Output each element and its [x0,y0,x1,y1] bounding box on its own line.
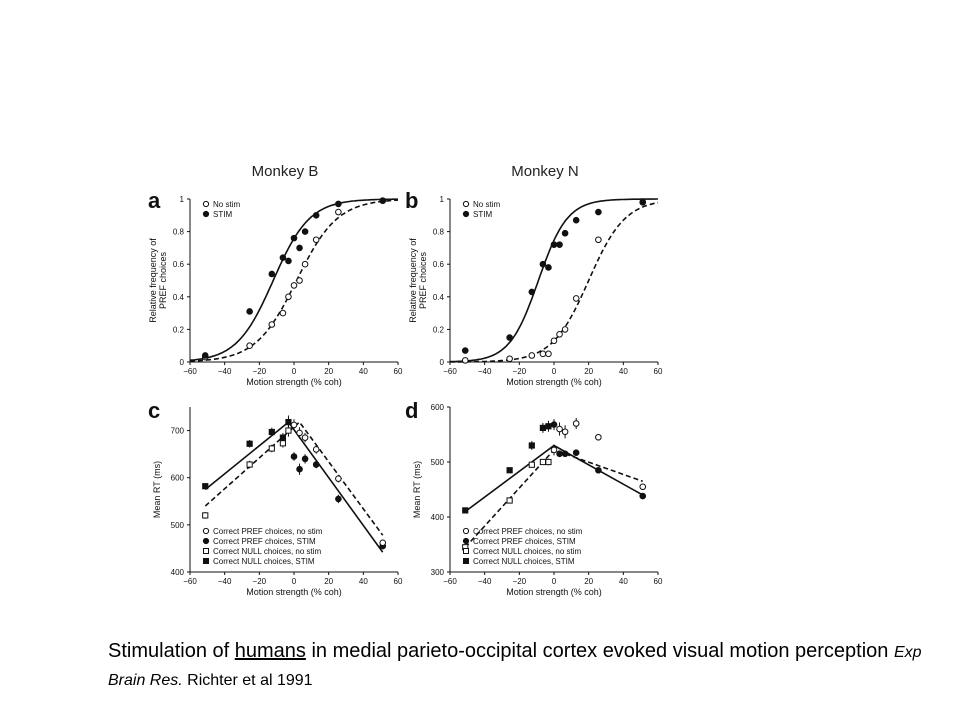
y-tick-label: 0.8 [172,227,184,237]
data-point [380,540,386,546]
data-point [313,462,319,468]
data-point [573,217,579,223]
data-point [380,198,386,204]
data-point [280,441,285,446]
legend-label: Correct NULL choices, no stim [213,547,322,556]
data-point [291,235,297,241]
data-point [562,230,568,236]
data-point [551,242,557,248]
data-point [557,451,563,457]
legend-label: Correct PREF choices, STIM [213,537,316,546]
data-point [529,443,534,448]
data-point [529,289,535,295]
legend [463,527,582,566]
legend-marker [203,538,208,543]
data-point [507,498,512,503]
data-point [286,258,292,264]
data-point [336,496,342,502]
data-point [596,209,602,215]
data-point [551,447,557,453]
panel-a [148,163,403,387]
legend-marker [464,559,469,564]
caption-link-humans[interactable]: humans [234,640,306,662]
y-tick-label: 0.4 [172,292,184,302]
panel-c [148,398,403,597]
legend-marker [203,528,208,533]
data-point [596,467,602,473]
data-point [640,493,646,499]
data-point [302,456,308,462]
caption-text-2: in medial parieto-occipital cortex evoked visual motion perception [305,640,894,662]
y-axis-label: Relative frequency of [148,238,158,323]
legend [203,200,240,219]
y-tick-label: 0.4 [432,292,444,302]
x-tick-label: −40 [477,367,492,376]
data-point [247,343,253,349]
x-tick-label: 60 [653,577,663,586]
data-point [557,426,563,432]
data-point [551,338,557,344]
data-point [302,261,308,267]
legend-label: Correct NULL choices, no stim [473,547,582,556]
x-tick-label: 20 [324,577,334,586]
y-tick-label: 1 [439,195,444,204]
data-point [269,429,274,434]
y-axis-label: PREF choices [158,251,168,310]
x-axis-label: Motion strength (% coh) [246,377,342,387]
slide-caption [108,638,928,694]
data-point [336,201,342,207]
data-point [573,296,579,302]
y-tick-label: 0 [439,358,444,367]
x-tick-label: −20 [512,577,527,586]
legend-marker [464,549,469,554]
fit-line-stim [450,199,658,362]
data-point [202,353,208,359]
legend-label: No stim [473,200,501,209]
panel-label: c [148,398,161,423]
x-tick-label: −20 [252,367,267,376]
x-tick-label: 0 [551,367,557,376]
x-axis-label: Motion strength (% coh) [246,587,342,597]
data-point [557,331,563,337]
y-axis-label: PREF choices [418,251,428,310]
y-tick-label: 500 [430,458,444,467]
legend-label: Correct NULL choices, STIM [473,557,575,566]
x-tick-label: −60 [443,367,457,376]
y-axis-label: Mean RT (ms) [152,460,162,519]
x-tick-label: 60 [393,577,403,586]
legend-label: No stim [213,200,241,209]
data-point [562,327,568,333]
data-point [313,213,319,219]
y-tick-label: 400 [170,568,184,577]
y-tick-label: 0.8 [432,227,444,237]
legend-label: Correct NULL choices, STIM [213,557,315,566]
data-point [540,459,545,464]
data-point [291,454,297,460]
y-tick-label: 1 [179,195,184,204]
fit-line-no-stim [205,422,382,535]
x-tick-label: 20 [584,577,594,586]
x-tick-label: −40 [217,367,232,376]
x-tick-label: 20 [584,367,594,376]
x-tick-label: −60 [183,577,197,586]
data-point [540,261,546,267]
y-tick-label: 500 [170,520,184,530]
data-point [286,294,292,300]
y-tick-label: 0 [179,358,184,367]
panel-title: Monkey N [511,163,579,180]
x-tick-label: 40 [618,367,628,376]
x-axis-label: Motion strength (% coh) [506,377,602,387]
data-point [302,435,308,441]
x-tick-label: 20 [324,367,334,376]
data-point [462,358,468,364]
legend-marker [204,559,209,564]
legend-marker [203,211,208,216]
fit-line-stim [190,199,398,360]
legend-marker [203,201,208,206]
x-tick-label: 60 [653,367,663,376]
y-tick-label: 0.2 [432,325,444,335]
x-tick-label: 0 [291,367,297,376]
y-tick-label: 0.6 [432,260,444,270]
data-point [551,422,557,428]
x-tick-label: −60 [183,367,197,376]
data-point [573,421,579,427]
caption-authors: Richter et al 1991 [182,672,313,689]
y-tick-label: 600 [430,403,444,412]
y-tick-label: 600 [170,473,184,483]
data-point [247,441,252,446]
caption-journal: Exp Brain Res. [108,644,922,689]
legend [463,200,500,219]
data-point [507,335,513,341]
data-point [573,450,579,456]
data-point [529,462,534,467]
data-point [562,429,568,435]
data-point [540,425,545,430]
data-point [280,310,286,316]
y-tick-label: 300 [430,568,444,577]
fit-line-no-stim [190,200,398,361]
x-tick-label: −40 [477,577,492,586]
x-tick-label: 40 [358,577,368,586]
data-point [507,468,512,473]
data-point [302,229,308,235]
legend-marker [463,201,468,206]
legend-marker [463,538,468,543]
data-point [313,447,319,453]
data-point [269,322,275,328]
data-point [203,513,208,518]
x-axis-label: Motion strength (% coh) [506,587,602,597]
data-point [297,466,303,472]
legend-label: STIM [213,210,233,219]
data-point [596,434,602,440]
data-point [463,508,468,513]
data-point [336,476,342,482]
data-point [640,484,646,490]
x-tick-label: −20 [252,577,267,586]
legend-marker [463,528,468,533]
legend-label: STIM [473,210,493,219]
data-point [291,283,297,289]
legend-marker [204,549,209,554]
data-point [280,255,286,261]
data-point [557,242,563,248]
panel-b [405,163,663,387]
data-point [507,356,513,362]
data-point [640,199,646,205]
panel-label: b [405,188,419,213]
y-tick-label: 400 [430,513,444,522]
data-point [336,209,342,215]
data-point [291,422,297,428]
data-point [562,451,568,457]
x-tick-label: −60 [443,577,457,586]
y-tick-label: 0.2 [172,325,184,335]
data-point [546,351,552,357]
x-tick-label: 40 [618,577,628,586]
panel-title: Monkey B [251,163,319,180]
data-point [297,430,303,436]
y-axis-label: Mean RT (ms) [412,460,422,519]
x-tick-label: −20 [512,367,527,376]
data-point [286,419,291,424]
legend-label: Correct PREF choices, no stim [213,527,323,536]
legend [203,527,322,566]
data-point [462,348,468,354]
y-tick-label: 0.6 [172,260,184,270]
x-tick-label: −40 [217,577,232,586]
data-point [313,237,319,243]
data-point [546,459,551,464]
data-point [529,353,535,359]
legend-label: Correct PREF choices, STIM [473,537,576,546]
data-point [540,351,546,357]
data-point [203,484,208,489]
data-point [286,428,291,433]
data-point [546,265,552,271]
panel-label: a [148,188,161,213]
x-tick-label: 60 [393,367,403,376]
data-point [297,278,303,284]
legend-label: Correct PREF choices, no stim [473,527,583,536]
x-tick-label: 0 [551,577,557,586]
data-point [596,237,602,243]
data-point [247,462,252,467]
data-point [297,245,303,251]
panel-d [405,398,663,597]
data-point [269,446,274,451]
x-tick-label: 40 [358,367,368,376]
x-tick-label: 0 [291,577,297,586]
panel-label: d [405,398,419,423]
legend-marker [463,211,468,216]
data-point [269,271,275,277]
y-axis-label: Relative frequency of [408,238,418,323]
caption-text-1: Stimulation of [108,640,235,662]
data-point [546,424,551,429]
y-tick-label: 700 [170,426,184,436]
data-point [247,309,253,315]
